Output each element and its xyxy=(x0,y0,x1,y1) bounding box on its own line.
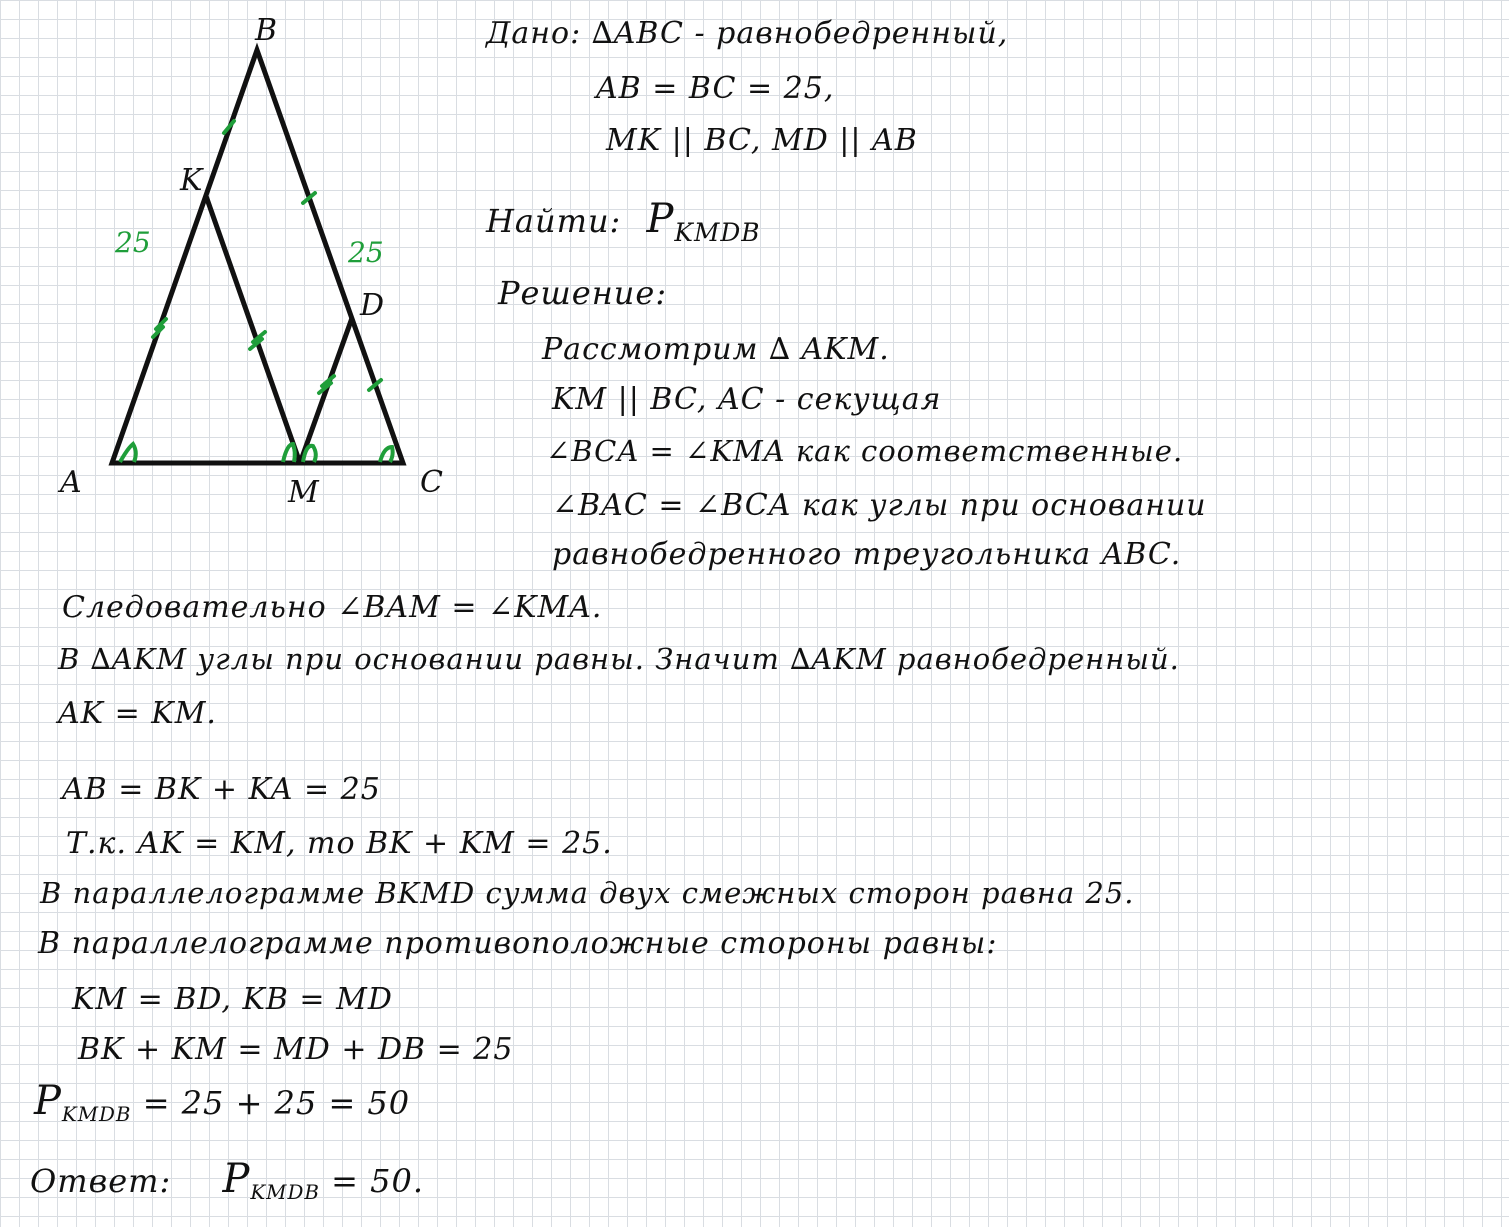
segment-md xyxy=(300,318,352,463)
body-line-2: В ∆AKM углы при основании равны. Значит ∆AKM равнобедренный. xyxy=(58,642,1180,676)
answer-perimeter: $P_{KMDB}$ xyxy=(222,1156,320,1204)
answer-line xyxy=(30,1156,424,1202)
vertex-label-k: K xyxy=(180,163,203,198)
side-label-ab: 25 xyxy=(115,226,151,259)
equal-tick-marks xyxy=(153,121,381,393)
solution-title: Решение: xyxy=(498,274,668,312)
body-line-6: В параллелограмме BKMD сумма двух смежных сторон равна 25. xyxy=(40,876,1135,910)
angle-arcs xyxy=(120,444,393,462)
body-line-3: AK = KM. xyxy=(58,696,217,731)
segment-km xyxy=(206,196,300,463)
given-line-1: Дано: ∆ABC - равнобедренный, xyxy=(486,16,1009,51)
perimeter-expression: = 25 + 25 = 50 xyxy=(142,1084,411,1122)
solution-line-4: ∠BAC = ∠BCA как углы при основании xyxy=(552,488,1207,523)
perimeter-line: $P_{KMDB} = 25 + 25 = 50$ xyxy=(34,1078,411,1126)
answer-label: Ответ: xyxy=(30,1162,172,1200)
triangle-figure xyxy=(0,0,520,520)
body-line-9: BK + KM = MD + DB = 25 xyxy=(78,1032,514,1067)
given-line-2: AB = BC = 25, xyxy=(596,71,835,106)
solution-line-1: Рассмотрим ∆ AKM. xyxy=(542,332,890,367)
given-line-3: MK || BC, MD || AB xyxy=(606,123,918,158)
vertex-label-d: D xyxy=(360,288,385,323)
find-label: Найти: xyxy=(486,202,622,240)
vertex-label-m: M xyxy=(288,475,319,510)
body-line-4: AB = BK + KA = 25 xyxy=(62,772,381,807)
vertex-label-c: C xyxy=(420,465,443,500)
solution-line-5: равнобедренного треугольника ABC. xyxy=(552,537,1182,572)
find-line xyxy=(486,196,761,247)
vertex-label-a: A xyxy=(60,465,82,500)
side-label-bc: 25 xyxy=(348,236,384,269)
answer-value: = 50. xyxy=(331,1162,424,1200)
body-line-5: Т.к. AK = KM, то BK + KM = 25. xyxy=(66,826,613,861)
solution-line-3: ∠BCA = ∠KMA как соответственные. xyxy=(546,434,1184,468)
body-line-1: Следовательно ∠BAM = ∠KMA. xyxy=(62,590,603,625)
body-line-7: В параллелограмме противоположные стороны равны: xyxy=(38,926,998,961)
vertex-label-b: B xyxy=(255,13,278,48)
solution-line-2: KM || BC, AC - секущая xyxy=(552,382,942,417)
body-line-8: KM = BD, KB = MD xyxy=(72,982,393,1017)
find-perimeter: $P_{KMDB}$ xyxy=(646,196,761,247)
